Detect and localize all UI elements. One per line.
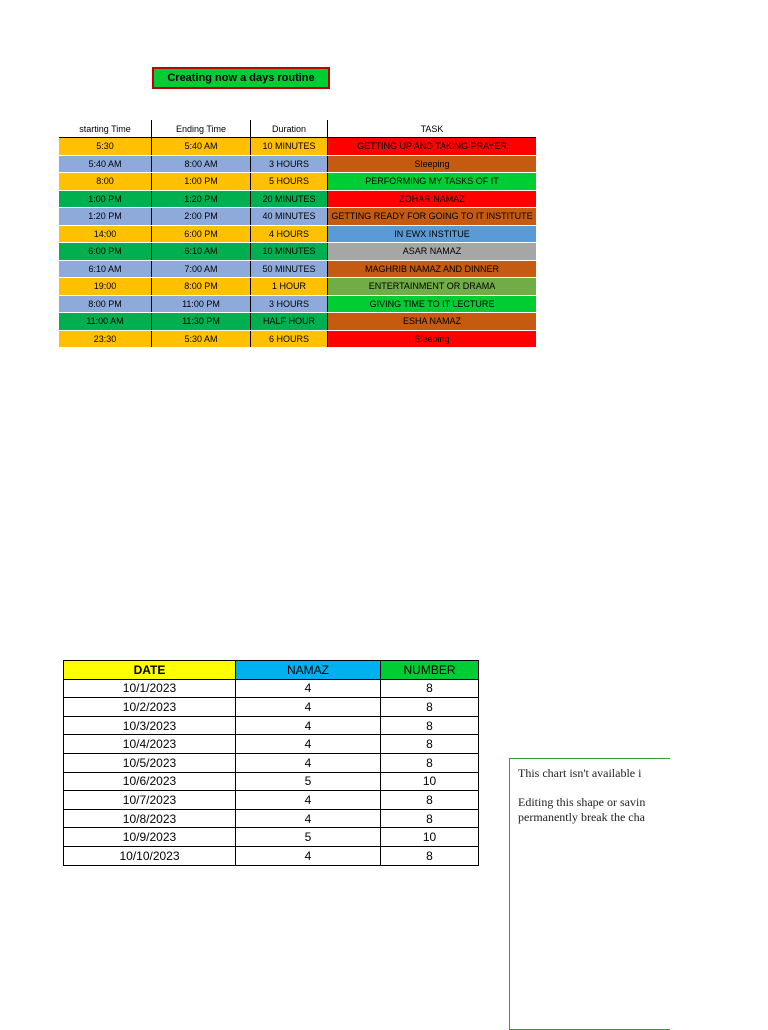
routine-row [59, 313, 536, 331]
routine-row [59, 138, 536, 156]
end-time-cell[interactable]: 1:00 PM [152, 173, 251, 191]
end-time-cell[interactable]: 11:00 PM [152, 295, 251, 313]
number-cell[interactable]: 8 [381, 809, 479, 828]
namaz-table [63, 660, 479, 866]
number-cell[interactable]: 8 [381, 679, 479, 698]
task-cell[interactable]: PERFORMING MY TASKS OF IT [328, 173, 537, 191]
routine-row [59, 278, 536, 296]
task-cell[interactable]: ENTERTAINMENT OR DRAMA [328, 278, 537, 296]
namaz-cell[interactable]: 4 [236, 791, 381, 810]
number-cell[interactable]: 10 [381, 772, 479, 791]
start-time-cell[interactable]: 14:00 [59, 225, 152, 243]
namaz-row [64, 772, 479, 791]
namaz-cell[interactable]: 4 [236, 809, 381, 828]
routine-row [59, 330, 536, 348]
namaz-row [64, 791, 479, 810]
end-time-cell[interactable]: 8:00 AM [152, 155, 251, 173]
number-cell[interactable]: 8 [381, 791, 479, 810]
start-time-cell[interactable]: 6:00 PM [59, 243, 152, 261]
start-time-cell[interactable]: 5:40 AM [59, 155, 152, 173]
date-cell[interactable]: 10/7/2023 [64, 791, 236, 810]
end-time-cell[interactable]: 7:00 AM [152, 260, 251, 278]
end-time-cell[interactable]: 8:00 PM [152, 278, 251, 296]
namaz-row [64, 679, 479, 698]
duration-cell[interactable]: 20 MINUTES [251, 190, 328, 208]
header-starting-time: starting Time [59, 120, 152, 138]
end-time-cell[interactable]: 1:20 PM [152, 190, 251, 208]
start-time-cell[interactable]: 5:30 [59, 138, 152, 156]
namaz-cell[interactable]: 4 [236, 846, 381, 865]
routine-row [59, 295, 536, 313]
namaz-row [64, 698, 479, 717]
namaz-cell[interactable]: 5 [236, 772, 381, 791]
duration-cell[interactable]: 4 HOURS [251, 225, 328, 243]
sheet-title: Creating now a days routine [152, 67, 330, 89]
namaz-cell[interactable]: 5 [236, 828, 381, 847]
number-cell[interactable]: 8 [381, 698, 479, 717]
duration-cell[interactable]: 3 HOURS [251, 295, 328, 313]
routine-row [59, 173, 536, 191]
routine-row [59, 243, 536, 261]
task-cell[interactable]: ASAR NAMAZ [328, 243, 537, 261]
end-time-cell[interactable]: 6:00 PM [152, 225, 251, 243]
date-cell[interactable]: 10/8/2023 [64, 809, 236, 828]
duration-cell[interactable]: 3 HOURS [251, 155, 328, 173]
end-time-cell[interactable]: 5:40 AM [152, 138, 251, 156]
number-cell[interactable]: 8 [381, 716, 479, 735]
end-time-cell[interactable]: 2:00 PM [152, 208, 251, 226]
start-time-cell[interactable]: 8:00 PM [59, 295, 152, 313]
task-cell[interactable]: ESHA NAMAZ [328, 313, 537, 331]
routine-row [59, 225, 536, 243]
chart-warning-text: Editing this shape or savin [518, 795, 646, 809]
routine-row [59, 155, 536, 173]
number-cell[interactable]: 8 [381, 846, 479, 865]
header-task: TASK [328, 120, 537, 138]
header-duration: Duration [251, 120, 328, 138]
start-time-cell[interactable]: 19:00 [59, 278, 152, 296]
namaz-cell[interactable]: 4 [236, 716, 381, 735]
chart-placeholder[interactable] [509, 758, 670, 1030]
end-time-cell[interactable]: 6:10 AM [152, 243, 251, 261]
date-cell[interactable]: 10/10/2023 [64, 846, 236, 865]
number-cell[interactable]: 10 [381, 828, 479, 847]
routine-row [59, 260, 536, 278]
duration-cell[interactable]: HALF HOUR [251, 313, 328, 331]
routine-row [59, 208, 536, 226]
task-cell[interactable]: GETTING READY FOR GOING TO IT INSTITUTE [328, 208, 537, 226]
date-cell[interactable]: 10/6/2023 [64, 772, 236, 791]
duration-cell[interactable]: 5 HOURS [251, 173, 328, 191]
number-cell[interactable]: 8 [381, 753, 479, 772]
number-cell[interactable]: 8 [381, 735, 479, 754]
namaz-row [64, 716, 479, 735]
task-cell[interactable]: GETTING UP AND TAKING PRAYER [328, 138, 537, 156]
duration-cell[interactable]: 10 MINUTES [251, 243, 328, 261]
duration-cell[interactable]: 6 HOURS [251, 330, 328, 348]
routine-table [59, 120, 536, 348]
start-time-cell[interactable]: 6:10 AM [59, 260, 152, 278]
routine-header-row [59, 120, 536, 138]
task-cell[interactable]: Sleeping [328, 330, 537, 348]
date-cell[interactable]: 10/3/2023 [64, 716, 236, 735]
chart-warning-text-2: permanently break the cha [518, 810, 645, 824]
start-time-cell[interactable]: 11:00 AM [59, 313, 152, 331]
end-time-cell[interactable]: 11:30 PM [152, 313, 251, 331]
duration-cell[interactable]: 10 MINUTES [251, 138, 328, 156]
start-time-cell[interactable]: 23:30 [59, 330, 152, 348]
chart-unavailable-text: This chart isn't available i [518, 766, 642, 780]
date-cell[interactable]: 10/4/2023 [64, 735, 236, 754]
duration-cell[interactable]: 40 MINUTES [251, 208, 328, 226]
start-time-cell[interactable]: 1:00 PM [59, 190, 152, 208]
namaz-row [64, 753, 479, 772]
namaz-cell[interactable]: 4 [236, 753, 381, 772]
namaz-cell[interactable]: 4 [236, 735, 381, 754]
header-ending-time: Ending Time [152, 120, 251, 138]
date-cell[interactable]: 10/9/2023 [64, 828, 236, 847]
end-time-cell[interactable]: 5:30 AM [152, 330, 251, 348]
namaz-row [64, 809, 479, 828]
date-cell[interactable]: 10/5/2023 [64, 753, 236, 772]
namaz-row [64, 735, 479, 754]
date-cell[interactable]: 10/1/2023 [64, 679, 236, 698]
namaz-header-row [64, 661, 479, 680]
task-cell[interactable]: Sleeping [328, 155, 537, 173]
duration-cell[interactable]: 50 MINUTES [251, 260, 328, 278]
header-namaz: NAMAZ [236, 661, 381, 680]
duration-cell[interactable]: 1 HOUR [251, 278, 328, 296]
task-cell[interactable]: ZOHAR NAMAZ [328, 190, 537, 208]
task-cell[interactable]: GIVING TIME TO IT LECTURE [328, 295, 537, 313]
namaz-row [64, 828, 479, 847]
namaz-row [64, 846, 479, 865]
namaz-cell[interactable]: 4 [236, 679, 381, 698]
header-date: DATE [64, 661, 236, 680]
start-time-cell[interactable]: 1:20 PM [59, 208, 152, 226]
routine-row [59, 190, 536, 208]
date-cell[interactable]: 10/2/2023 [64, 698, 236, 717]
task-cell[interactable]: IN EWX INSTITUE [328, 225, 537, 243]
namaz-cell[interactable]: 4 [236, 698, 381, 717]
header-number: NUMBER [381, 661, 479, 680]
start-time-cell[interactable]: 8:00 [59, 173, 152, 191]
task-cell[interactable]: MAGHRIB NAMAZ AND DINNER [328, 260, 537, 278]
